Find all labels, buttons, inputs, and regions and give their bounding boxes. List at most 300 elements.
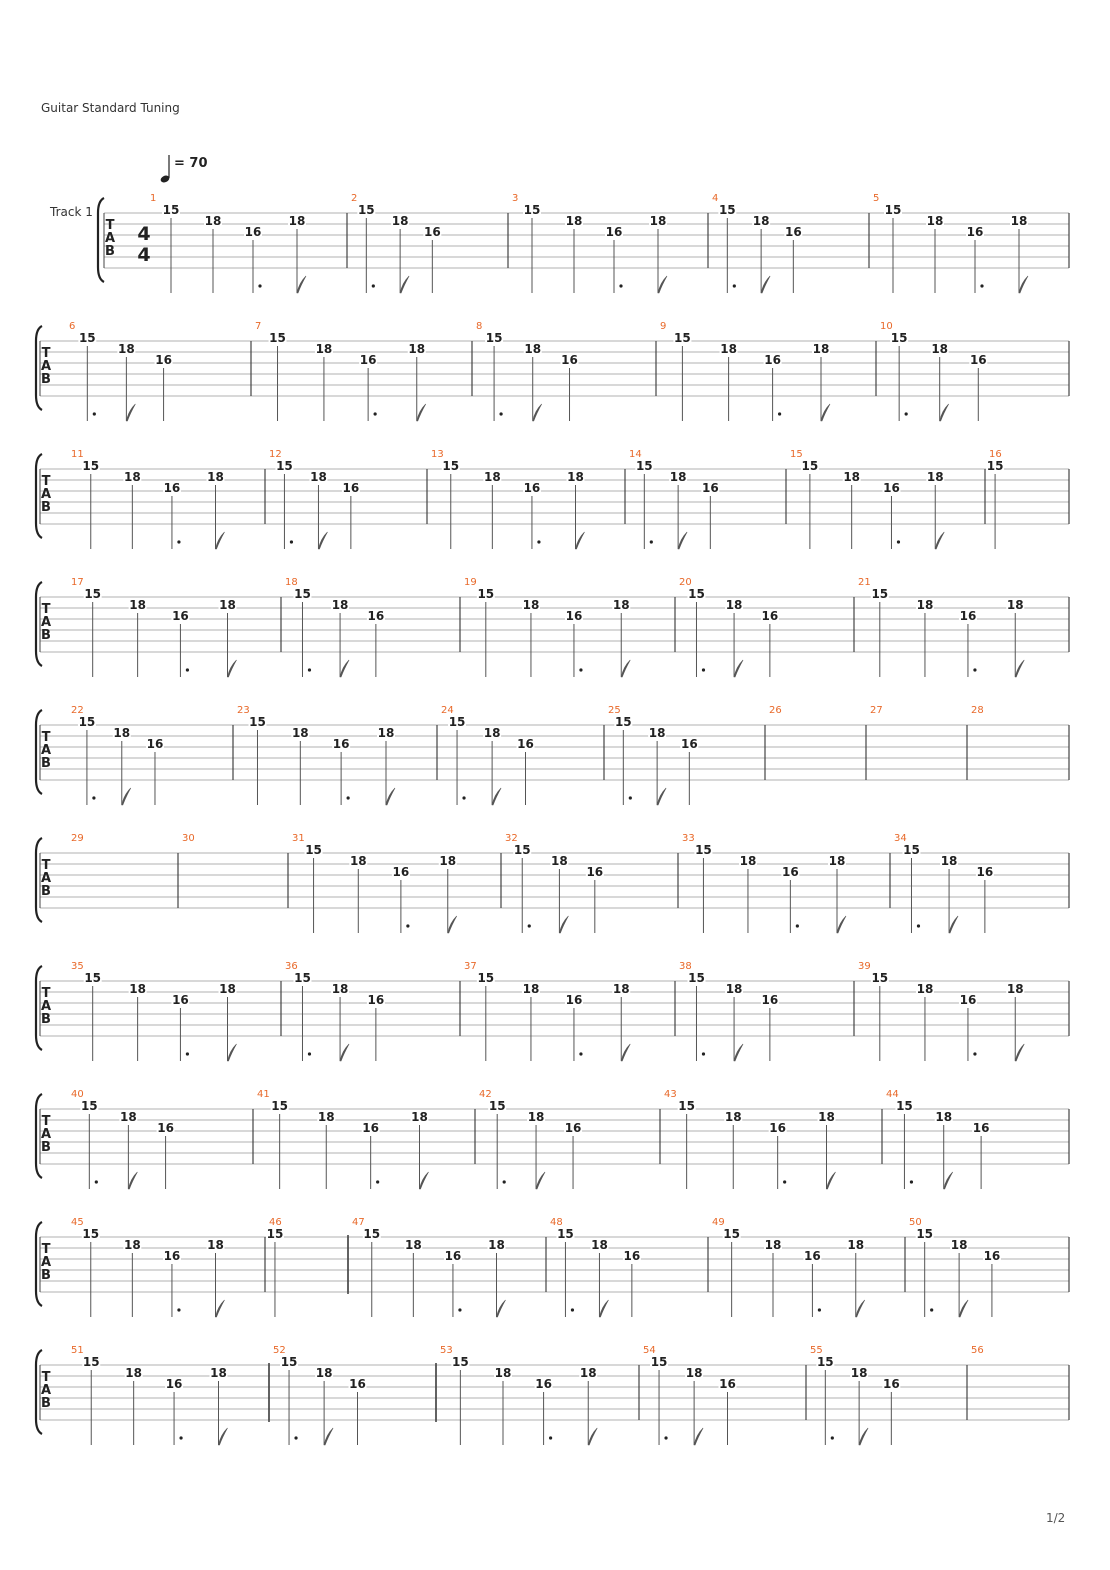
tab-note: 16 [784,225,802,239]
tab-letter: A [40,1255,52,1270]
measure-number: 18 [285,577,298,588]
tab-note: 16 [605,225,623,239]
tab-note: 15 [485,331,503,345]
measure-number: 23 [237,705,250,716]
tab-note: 18 [204,214,222,228]
measure-number: 19 [464,577,477,588]
measure-number: 31 [292,833,305,844]
eighth-flag [621,1044,630,1061]
tab-note: 18 [527,1110,545,1124]
tab-note: 15 [650,1355,668,1369]
dot-mark [177,1308,180,1311]
tab-note: 16 [163,481,181,495]
tab-note: 16 [564,1121,582,1135]
eighth-flag [859,1428,868,1445]
tab-note: 18 [843,470,861,484]
tab-note: 18 [219,598,236,612]
tab-letter: A [40,1127,52,1142]
tab-letter: T [41,346,51,361]
eighth-flag [599,1300,608,1317]
dot-mark [619,284,622,287]
tab-note: 18 [850,1366,868,1380]
eighth-flag [400,276,409,293]
measure-number: 26 [769,705,782,716]
tab-note: 16 [782,865,799,879]
dot-mark [650,540,653,543]
tab-letter: A [40,359,52,374]
measure-number: 25 [608,705,621,716]
measure-number: 22 [71,705,84,716]
time-signature-bottom: 4 [137,244,151,266]
measure-number: 55 [810,1345,823,1356]
eighth-flag [497,1300,506,1317]
dot-mark [629,796,632,799]
eighth-flag [536,1172,545,1189]
tab-note: 16 [701,481,719,495]
dot-mark [186,668,189,671]
track-name: Track 1 [50,205,93,219]
eighth-flag [417,404,426,421]
tab-note: 18 [349,854,367,868]
tab-note: 18 [1010,214,1028,228]
tab-note: 18 [931,342,949,356]
tab-note: 16 [349,1377,366,1391]
tuning-label: Guitar Standard Tuning [41,101,180,115]
tab-note: 15 [84,587,102,601]
tab-note: 16 [565,993,583,1007]
tab-note: 15 [162,203,180,217]
measure-number: 30 [182,833,195,844]
dot-mark [179,1436,182,1439]
tab-note: 15 [477,971,495,985]
tab-note: 15 [294,587,311,601]
measure-number: 5 [873,193,880,204]
tab-letter: T [41,1370,51,1385]
tab-note: 18 [404,1238,422,1252]
tab-note: 18 [315,342,333,356]
eighth-flag [657,788,666,805]
measure-number: 11 [71,449,84,460]
tab-note: 18 [612,598,630,612]
tab-note: 16 [680,737,698,751]
tab-note: 16 [976,865,994,879]
tab-note: 18 [118,342,135,356]
tab-note: 15 [280,1355,298,1369]
eighth-flag [856,1300,865,1317]
tab-note: 18 [685,1366,703,1380]
tab-note: 15 [78,715,96,729]
measure-number: 29 [71,833,84,844]
tab-note: 18 [828,854,846,868]
tab-note: 15 [695,843,712,857]
tab-letter: B [41,1268,51,1283]
tab-note: 18 [669,470,687,484]
tab-note: 18 [565,214,583,228]
tab-note: 16 [172,993,189,1007]
tab-note: 16 [367,993,385,1007]
tab-note: 15 [363,1227,381,1241]
dot-mark [579,1052,582,1055]
tab-letter: B [105,244,115,259]
eighth-flag [448,916,457,933]
tab-note: 15 [986,459,1004,473]
eighth-flag [935,532,944,549]
tab-note: 16 [959,609,977,623]
tab-note: 16 [883,481,900,495]
tab-note: 15 [896,1099,913,1113]
tab-note: 16 [565,609,583,623]
measure-number: 37 [464,961,477,972]
tab-note: 18 [725,982,743,996]
measure-number: 13 [431,449,444,460]
tab-note: 18 [720,342,737,356]
tab-note: 18 [113,726,131,740]
measure-number: 27 [870,705,883,716]
tab-note: 16 [969,353,987,367]
tab-note: 18 [935,1110,953,1124]
dot-mark [186,1052,189,1055]
tab-note: 15 [903,843,920,857]
tab-note: 16 [362,1121,380,1135]
dot-mark [917,924,920,927]
measure-number: 45 [71,1217,84,1228]
eighth-flag [959,1300,968,1317]
tab-note: 15 [80,1099,98,1113]
dot-mark [290,540,293,543]
tab-note: 16 [157,1121,174,1135]
tab-note: 18 [483,470,501,484]
eighth-flag [944,1172,953,1189]
tab-note: 18 [315,1366,333,1380]
tab-note: 18 [812,342,830,356]
dot-mark [664,1436,667,1439]
eighth-flag [533,404,542,421]
measure-number: 49 [712,1217,725,1228]
tab-letter: T [105,218,115,233]
tab-note: 16 [342,481,360,495]
tab-note: 16 [623,1249,641,1263]
measure-number: 33 [682,833,695,844]
measure-number: 10 [880,321,893,332]
tab-note: 15 [82,1227,100,1241]
measure-number: 43 [664,1089,677,1100]
tab-note: 15 [890,331,908,345]
tab-letter: B [41,884,51,899]
tab-note: 18 [847,1238,865,1252]
tab-note: 18 [310,470,327,484]
dot-mark [818,1308,821,1311]
tab-note: 16 [359,353,377,367]
tab-letter: A [40,871,52,886]
tab-note: 16 [561,353,578,367]
eighth-flag [588,1428,597,1445]
measure-number: 42 [479,1089,492,1100]
tab-note: 15 [82,459,100,473]
measure-number: 44 [886,1089,899,1100]
eighth-flag [761,276,770,293]
tab-note: 15 [678,1099,695,1113]
eighth-flag [324,1428,333,1445]
measure-number: 35 [71,961,84,972]
tab-note: 16 [761,993,779,1007]
tab-note: 18 [129,598,146,612]
measure-number: 15 [790,449,803,460]
dot-mark [783,1180,786,1183]
tab-letter: B [41,756,51,771]
tab-note: 18 [926,214,944,228]
page-number: 1/2 [1046,1511,1066,1525]
tab-note: 18 [522,598,540,612]
tab-letter: B [41,372,51,387]
tab-note: 16 [804,1249,821,1263]
tab-note: 18 [391,214,409,228]
tab-note: 15 [916,1227,934,1241]
tab-note: 18 [291,726,309,740]
tab-note: 15 [357,203,375,217]
eighth-flag [621,660,630,677]
dot-mark [92,796,95,799]
dot-mark [897,540,900,543]
tab-letter: A [40,615,52,630]
tab-note: 15 [294,971,311,985]
tab-note: 18 [524,342,542,356]
tab-note: 16 [444,1249,462,1263]
tab-note: 16 [367,609,385,623]
tab-letter: A [40,743,52,758]
tab-note: 18 [123,1238,141,1252]
tab-note: 15 [513,843,531,857]
tab-note: 15 [523,203,541,217]
measure-number: 14 [629,449,642,460]
measure-number: 40 [71,1089,84,1100]
dot-mark [733,284,736,287]
tab-note: 15 [84,971,102,985]
tab-note: 18 [483,726,501,740]
tab-note: 18 [125,1366,143,1380]
eighth-flag [228,1044,237,1061]
measure-number: 2 [351,193,358,204]
measure-number: 24 [441,705,454,716]
dot-mark [905,412,908,415]
dot-mark [579,668,582,671]
tab-note: 18 [439,854,457,868]
tab-note: 16 [392,865,410,879]
tab-note: 18 [724,1110,742,1124]
tab-note: 15 [884,203,902,217]
tab-note: 16 [959,993,977,1007]
tab-note: 16 [535,1377,552,1391]
measure-number: 41 [257,1089,270,1100]
measure-number: 51 [71,1345,84,1356]
tab-note: 18 [818,1110,835,1124]
tab-letter: T [41,730,51,745]
eighth-flag [340,1044,349,1061]
tab-note: 15 [452,1355,469,1369]
tab-note: 18 [377,726,395,740]
tab-note: 15 [249,715,266,729]
tab-note: 15 [871,971,889,985]
eighth-flag [1015,1044,1024,1061]
eighth-flag [559,916,568,933]
dot-mark [831,1436,834,1439]
tab-letter: T [41,474,51,489]
tab-note: 18 [648,726,666,740]
eighth-flag [827,1172,836,1189]
tab-note: 18 [317,1110,335,1124]
eighth-flag [949,916,958,933]
time-signature-top: 4 [137,223,151,245]
system-brace [98,198,104,282]
dot-mark [778,412,781,415]
measure-number: 3 [512,193,519,204]
tab-note: 15 [82,1355,100,1369]
dot-mark [372,284,375,287]
tab-note: 18 [210,1366,227,1380]
tab-letter: T [41,986,51,1001]
tab-note: 16 [972,1121,990,1135]
tab-note: 18 [1006,598,1024,612]
dot-mark [702,668,705,671]
tab-note: 18 [752,214,770,228]
measure-number: 16 [989,449,1002,460]
measure-number: 12 [269,449,282,460]
measure-number: 17 [71,577,84,588]
measure-number: 53 [440,1345,453,1356]
dot-mark [308,668,311,671]
tab-note: 16 [155,353,172,367]
tab-letter: T [41,1114,51,1129]
eighth-flag [318,532,327,549]
tab-letter: A [40,1383,52,1398]
dot-mark [973,668,976,671]
tab-note: 16 [983,1249,1001,1263]
measure-number: 34 [894,833,907,844]
tab-note: 15 [688,587,705,601]
tab-letter: B [41,628,51,643]
tab-letter: B [41,1396,51,1411]
tab-letter: T [41,858,51,873]
tab-note: 16 [719,1377,736,1391]
eighth-flag [219,1428,228,1445]
eighth-flag [658,276,667,293]
measure-number: 56 [971,1345,984,1356]
measure-number: 54 [643,1345,656,1356]
eighth-flag [128,1172,137,1189]
dot-mark [503,1180,506,1183]
dot-mark [571,1308,574,1311]
measure-number: 1 [150,193,157,204]
tab-note: 18 [488,1238,505,1252]
measure-number: 46 [269,1217,282,1228]
tab-note: 18 [950,1238,968,1252]
measure-number: 36 [285,961,298,972]
tab-note: 16 [146,737,164,751]
eighth-flag [228,660,237,677]
tab-note: 15 [269,331,286,345]
dot-mark [406,924,409,927]
measure-number: 4 [712,193,719,204]
dot-mark [376,1180,379,1183]
tab-note: 18 [579,1366,597,1380]
tab-note: 18 [739,854,757,868]
tab-note: 15 [801,459,819,473]
measure-number: 50 [909,1217,922,1228]
measure-number: 28 [971,705,984,716]
tab-note: 18 [612,982,630,996]
tab-note: 18 [120,1110,137,1124]
dot-mark [462,796,465,799]
eighth-flag [694,1428,703,1445]
tab-note: 16 [517,737,534,751]
tab-note: 18 [207,470,224,484]
tab-note: 15 [816,1355,834,1369]
dot-mark [930,1308,933,1311]
tab-note: 18 [288,214,306,228]
tab-note: 18 [926,470,944,484]
tab-letter: T [41,602,51,617]
tab-note: 18 [916,982,934,996]
dot-mark [374,412,377,415]
tab-note: 18 [764,1238,782,1252]
eighth-flag [126,404,135,421]
tab-note: 16 [163,1249,181,1263]
measure-number: 21 [858,577,871,588]
tab-note: 15 [477,587,495,601]
dot-mark [95,1180,98,1183]
measure-number: 6 [69,321,76,332]
eighth-flag [420,1172,429,1189]
measure-number: 47 [352,1217,365,1228]
dot-mark [702,1052,705,1055]
tab-note: 18 [1006,982,1024,996]
dot-mark [549,1436,552,1439]
tab-letter: A [40,487,52,502]
tab-letter: B [41,1140,51,1155]
tab-note: 18 [331,598,349,612]
tab-note: 18 [725,598,743,612]
tab-letter: T [41,1242,51,1257]
dot-mark [458,1308,461,1311]
dot-mark [537,540,540,543]
tab-note: 16 [764,353,781,367]
tab-note: 15 [271,1099,288,1113]
tab-letter: A [104,231,116,246]
tab-note: 18 [940,854,958,868]
dot-mark [347,796,350,799]
dot-mark [973,1052,976,1055]
tab-note: 18 [916,598,934,612]
eighth-flag [734,660,743,677]
measure-number: 39 [858,961,871,972]
eighth-flag [122,788,131,805]
tab-note: 18 [591,1238,608,1252]
dot-mark [308,1052,311,1055]
tab-note: 18 [494,1366,512,1380]
tab-note: 16 [523,481,541,495]
dot-mark [258,284,261,287]
eighth-flag [837,916,846,933]
measure-number: 8 [476,321,483,332]
tab-note: 15 [688,971,705,985]
tab-note: 15 [266,1227,284,1241]
dot-mark [528,924,531,927]
eighth-flag [576,532,585,549]
tab-note: 15 [718,203,736,217]
tab-note: 18 [207,1238,224,1252]
tab-note: 15 [723,1227,740,1241]
eighth-flag [1015,660,1024,677]
tab-note: 15 [448,715,466,729]
